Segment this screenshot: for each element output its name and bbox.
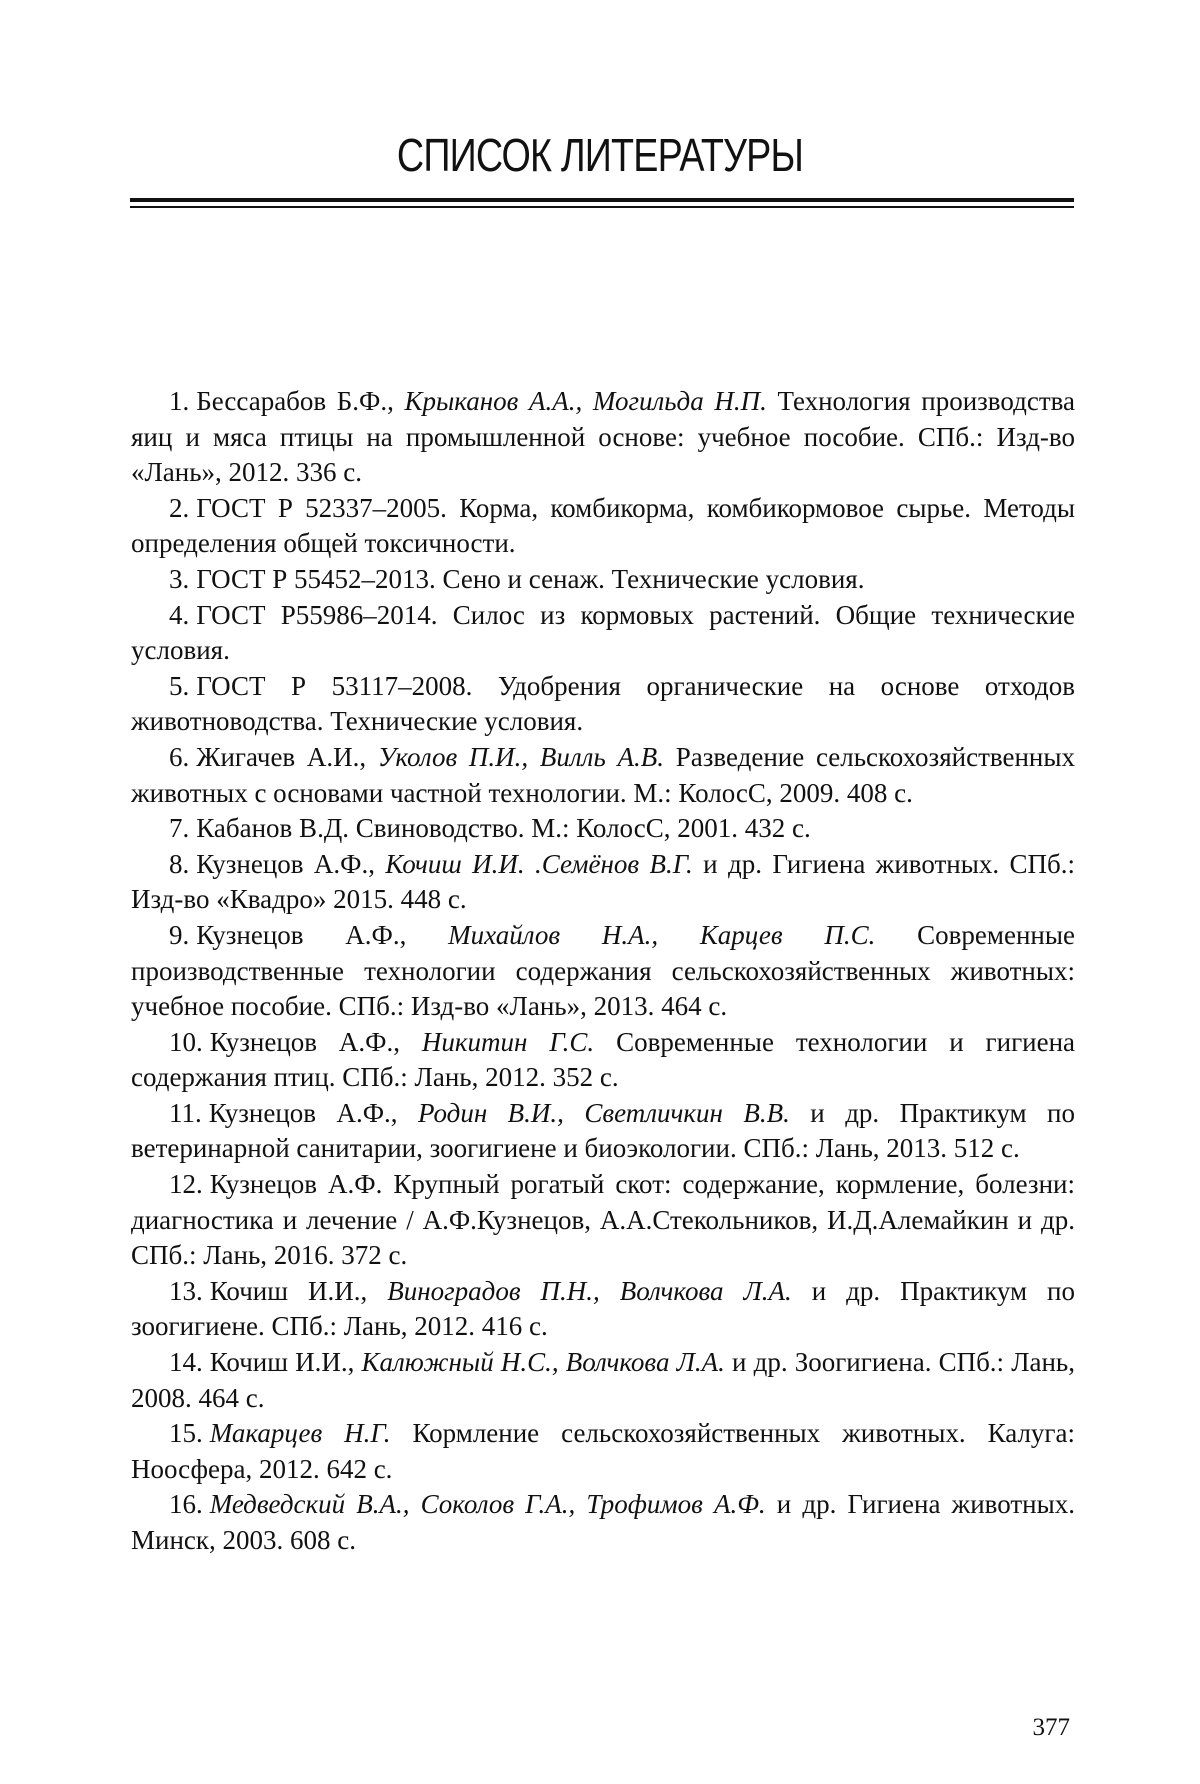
- reference-authors-italic: Калюжный Н.С., Волчкова Л.А.: [361, 1347, 725, 1378]
- reference-item: [131, 740, 1075, 811]
- reference-text: Кузнецов А.Ф.,: [196, 919, 449, 950]
- reference-text: Бессарабов Б.Ф.,: [196, 386, 405, 416]
- reference-authors-italic: Крыканов А.А., Могильда Н.П.: [404, 386, 767, 416]
- reference-text: Кабанов В.Д. Свиноводство. М.: КолосС, 2001. 432 с.: [196, 813, 811, 844]
- reference-authors-italic: Родин В.И., Светличкин В.В.: [418, 1097, 790, 1128]
- reference-number: 13.: [169, 1275, 203, 1306]
- reference-item: [131, 918, 1075, 1025]
- reference-text: и др. Зоогигиена. СПб.: Лань, 2008. 464 с.: [131, 1347, 1075, 1413]
- reference-text: и др. Гигиена животных. Минск, 2003. 608 с.: [131, 1489, 1075, 1555]
- title-rule-thick: [130, 198, 1074, 202]
- reference-text: ГОСТ Р 52337–2005. Корма, комбикорма, комбикормовое сырье. Методы определения общей токсичности.: [131, 492, 1075, 559]
- reference-number: 1.: [169, 386, 190, 416]
- reference-item: [131, 811, 1075, 847]
- reference-item: [131, 1416, 1075, 1487]
- reference-text: Кузнецов А.Ф.,: [209, 1026, 422, 1057]
- reference-number: 10.: [169, 1026, 203, 1057]
- reference-number: 6.: [169, 741, 190, 772]
- reference-number: 8.: [169, 848, 190, 879]
- reference-number: 15.: [169, 1418, 203, 1449]
- reference-item: [131, 669, 1075, 740]
- reference-text: Кузнецов А.Ф. Крупный рогатый скот: содержание, кормление, болезни: диагностика и лечение / А.Ф.Кузнецов, А.А.Стекольников, И.Д.Алемайкин и др. СПб.: Лань, 2016. 372 с.: [131, 1169, 1075, 1271]
- reference-number: 9.: [169, 919, 190, 950]
- reference-text: ГОСТ Р 55452–2013. Сено и сенаж. Технические условия.: [196, 563, 865, 594]
- reference-text: Кормление сельскохозяйственных животных. Калуга: Ноосфера, 2012. 642 с.: [131, 1418, 1075, 1484]
- reference-authors-italic: Михайлов Н.А., Карцев П.С.: [448, 919, 876, 950]
- reference-number: 5.: [169, 670, 190, 701]
- reference-text: Современные производственные технологии содержания сельскохозяйственных животных: учебное пособие. СПб.: Изд-во «Лань», 2013. 464 с.: [131, 919, 1075, 1022]
- reference-authors-italic: Уколов П.И., Вилль А.В.: [377, 741, 664, 772]
- reference-authors-italic: Макарцев Н.Г.: [209, 1418, 391, 1449]
- page-number: 377: [1032, 1714, 1070, 1741]
- reference-text: и др. Практикум по зоогигиене. СПб.: Лань, 2012. 416 с.: [131, 1275, 1075, 1342]
- reference-text: Жигачев А.И.,: [196, 741, 378, 772]
- page-title: СПИСОК ЛИТЕРАТУРЫ: [396, 129, 804, 181]
- reference-number: 4.: [169, 599, 190, 630]
- reference-item: [131, 562, 1075, 598]
- reference-text: Современные технологии и гигиена содержания птиц. СПб.: Лань, 2012. 352 с.: [131, 1026, 1076, 1093]
- reference-text: Кочиш И.И.,: [209, 1347, 362, 1378]
- reference-item: [131, 1096, 1075, 1167]
- reference-item: [131, 598, 1075, 669]
- title-rule-thin: [130, 206, 1074, 208]
- reference-number: 12.: [169, 1169, 203, 1200]
- reference-text: ГОСТ Р55986–2014. Силос из кормовых растений. Общие технические условия.: [131, 599, 1075, 666]
- reference-list: [131, 384, 1075, 1559]
- reference-text: Разведение сельскохозяйственных животных с основами частной технологии. М.: КолосС, 2009. 408 с.: [131, 741, 1075, 808]
- reference-item: [131, 1025, 1075, 1096]
- reference-item: [131, 491, 1075, 562]
- reference-authors-italic: Виноградов П.Н., Волчкова Л.А.: [387, 1275, 792, 1306]
- reference-text: Кузнецов А.Ф.,: [196, 848, 386, 879]
- reference-text: Кузнецов А.Ф.,: [208, 1097, 419, 1128]
- reference-item: [131, 847, 1075, 918]
- reference-number: 16.: [169, 1489, 203, 1520]
- reference-text: Технология производства яиц и мяса птицы на промышленной основе: учебное пособие. СПб.: Изд-во «Лань», 2012. 336 с.: [131, 386, 1075, 488]
- reference-text: и др. Гигиена животных. СПб.: Изд-во «Квадро» 2015. 448 с.: [131, 848, 1075, 915]
- reference-number: 14.: [169, 1347, 203, 1378]
- reference-item: [131, 384, 1075, 491]
- reference-authors-italic: Медведский В.А., Соколов Г.А., Трофимов А.Ф.: [209, 1489, 766, 1520]
- reference-text: ГОСТ Р 53117–2008. Удобрения органические на основе отходов животноводства. Технические условия.: [131, 670, 1075, 737]
- reference-authors-italic: Кочиш И.И. .Семёнов В.Г.: [385, 848, 693, 879]
- reference-authors-italic: Никитин Г.С.: [421, 1026, 595, 1057]
- reference-item: [131, 1274, 1075, 1345]
- reference-number: 2.: [169, 492, 190, 523]
- reference-text: Кочиш И.И.,: [209, 1275, 388, 1306]
- reference-number: 3.: [169, 563, 190, 594]
- reference-number: 7.: [169, 813, 190, 844]
- reference-item: [131, 1345, 1075, 1416]
- reference-item: [131, 1167, 1075, 1274]
- reference-number: 11.: [169, 1097, 202, 1128]
- reference-text: и др. Практикум по ветеринарной санитарии, зоогигиене и биоэкологии. СПб.: Лань, 2013. 512 с.: [131, 1097, 1075, 1164]
- reference-item: [131, 1487, 1075, 1558]
